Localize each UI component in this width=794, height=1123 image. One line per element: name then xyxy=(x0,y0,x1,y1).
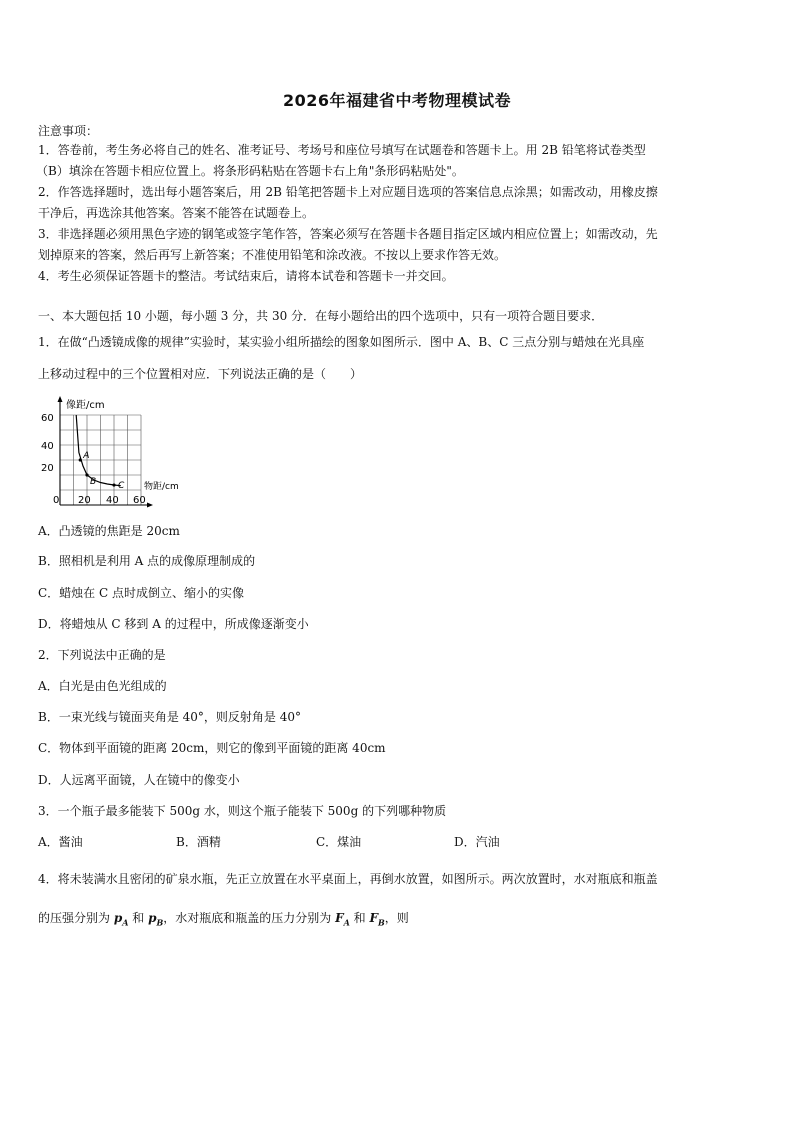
question-4-stem-line-1: 4．将未装满水且密闭的矿泉水瓶，先正立放置在水平桌面上，再倒水放置，如图所示。两次放置时，水对瓶底和瓶盖 xyxy=(38,872,658,886)
q4-text: 和 xyxy=(128,911,149,925)
question-1-option-b: B．照相机是利用 A 点的成像原理制成的 xyxy=(38,554,256,568)
pressure-a-symbol xyxy=(113,911,129,928)
point-b-marker xyxy=(85,473,88,476)
question-4-stem-line-2 xyxy=(38,910,409,930)
x-tick-label: 0 xyxy=(53,495,60,506)
pressure-a-subscript: A xyxy=(122,917,129,928)
pressure-a-letter: p xyxy=(113,911,123,925)
q4-text: ，则 xyxy=(384,911,409,925)
question-3-options xyxy=(38,834,500,850)
notice-item-1-line-2: （B）填涂在答题卡相应位置上。将条形码粘贴在答题卡右上角"条形码粘贴处"。 xyxy=(36,164,464,178)
graph-svg xyxy=(36,393,196,510)
point-c-label: C xyxy=(118,481,125,492)
graph-grid xyxy=(60,415,141,505)
question-3-option-c: C．煤油 xyxy=(316,835,362,849)
question-2-option-a: A．白光是由色光组成的 xyxy=(38,679,167,693)
notice-item-3-line-1: 3．非选择题必须用黑色字迹的钢笔或签字笔作答，答案必须写在答题卡各题目指定区域内相应位置上；如需改动，先 xyxy=(38,227,658,241)
question-1-option-a: A．凸透镜的焦距是 20cm xyxy=(38,524,180,538)
y-axis-arrow xyxy=(58,396,63,402)
y-tick-label: 40 xyxy=(41,441,54,452)
x-tick-label: 20 xyxy=(78,495,91,506)
point-a-label: A xyxy=(83,451,90,461)
notice-item-4: 4．考生必须保证答题卡的整洁。考试结束后，请将本试卷和答题卡一并交回。 xyxy=(38,269,454,283)
question-2-option-b: B．一束光线与镜面夹角是 40°，则反射角是 40° xyxy=(38,710,301,724)
question-1-stem-line-2: 上移动过程中的三个位置相对应．下列说法正确的是（ ） xyxy=(38,367,363,381)
lens-image-distance-graph xyxy=(36,393,196,510)
q4-text: ，水对瓶底和瓶盖的压力分别为 xyxy=(163,911,336,925)
question-2-stem: 2．下列说法中正确的是 xyxy=(38,648,166,662)
graph-points xyxy=(79,458,116,486)
page-title: 2026年福建省中考物理模试卷 xyxy=(282,91,512,110)
question-3-option-b: B．酒精 xyxy=(176,835,221,849)
notice-item-2-line-1: 2．作答选择题时，选出每小题答案后，用 2B 铅笔把答题卡上对应题目选项的答案信息点涂黑；如需改动，用橡皮擦 xyxy=(38,185,658,199)
section-1-heading: 一、本大题包括 10 小题，每小题 3 分，共 30 分．在每小题给出的四个选项中，只有一项符合题目要求． xyxy=(38,309,604,323)
question-1-stem-line-1: 1．在做“凸透镜成像的规律”实验时，某实验小组所描绘的图象如图所示．图中 A、B、C 三点分别与蜡烛在光具座 xyxy=(38,335,645,349)
pressure-b-subscript: B xyxy=(156,917,164,928)
question-1-option-c: C．蜡烛在 C 点时成倒立、缩小的实像 xyxy=(38,586,244,600)
question-2-option-c: C．物体到平面镜的距离 20cm，则它的像到平面镜的距离 40cm xyxy=(38,741,386,755)
question-2-option-d: D．人远离平面镜，人在镜中的像变小 xyxy=(38,773,240,787)
force-a-symbol xyxy=(335,911,350,928)
x-tick-label: 40 xyxy=(106,495,119,506)
point-b-label: B xyxy=(90,477,97,487)
point-c-marker xyxy=(112,483,115,486)
q4-text: 和 xyxy=(349,911,370,925)
x-tick-label: 60 xyxy=(133,495,146,506)
notice-item-3-line-2: 划掉原来的答案，然后再写上新答案；不准使用铅笔和涂改液。不按以上要求作答无效。 xyxy=(38,248,507,262)
notice-item-1-line-1: 1．答卷前，考生务必将自己的姓名、准考证号、考场号和座位号填写在试题卷和答题卡上。用 2B 铅笔将试卷类型 xyxy=(38,143,646,157)
q4-text: 的压强分别为 xyxy=(38,911,114,925)
pressure-b-letter: p xyxy=(148,911,157,925)
y-tick-label: 20 xyxy=(41,463,54,474)
force-b-symbol xyxy=(369,911,385,928)
question-3-option-a: A．酱油 xyxy=(38,835,83,849)
question-3-option-d: D．汽油 xyxy=(454,835,500,849)
point-a-marker xyxy=(79,458,82,461)
y-tick-label: 60 xyxy=(41,413,54,424)
force-a-letter: F xyxy=(335,911,344,925)
question-3-stem: 3．一个瓶子最多能装下 500g 水，则这个瓶子能装下 500g 的下列哪种物质 xyxy=(38,804,447,818)
x-axis-label: 物距/cm xyxy=(144,482,179,492)
force-b-subscript: B xyxy=(377,917,385,928)
force-a-subscript: A xyxy=(343,917,350,928)
force-b-letter: F xyxy=(369,911,378,925)
notice-heading: 注意事项： xyxy=(38,124,99,138)
x-axis-arrow xyxy=(147,503,153,508)
pressure-b-symbol xyxy=(148,911,164,928)
question-1-option-d: D．将蜡烛从 C 移到 A 的过程中，所成像逐渐变小 xyxy=(38,617,309,631)
y-axis-label: 像距/cm xyxy=(66,400,105,411)
notice-item-2-line-2: 干净后，再选涂其他答案。答案不能答在试题卷上。 xyxy=(38,206,315,220)
